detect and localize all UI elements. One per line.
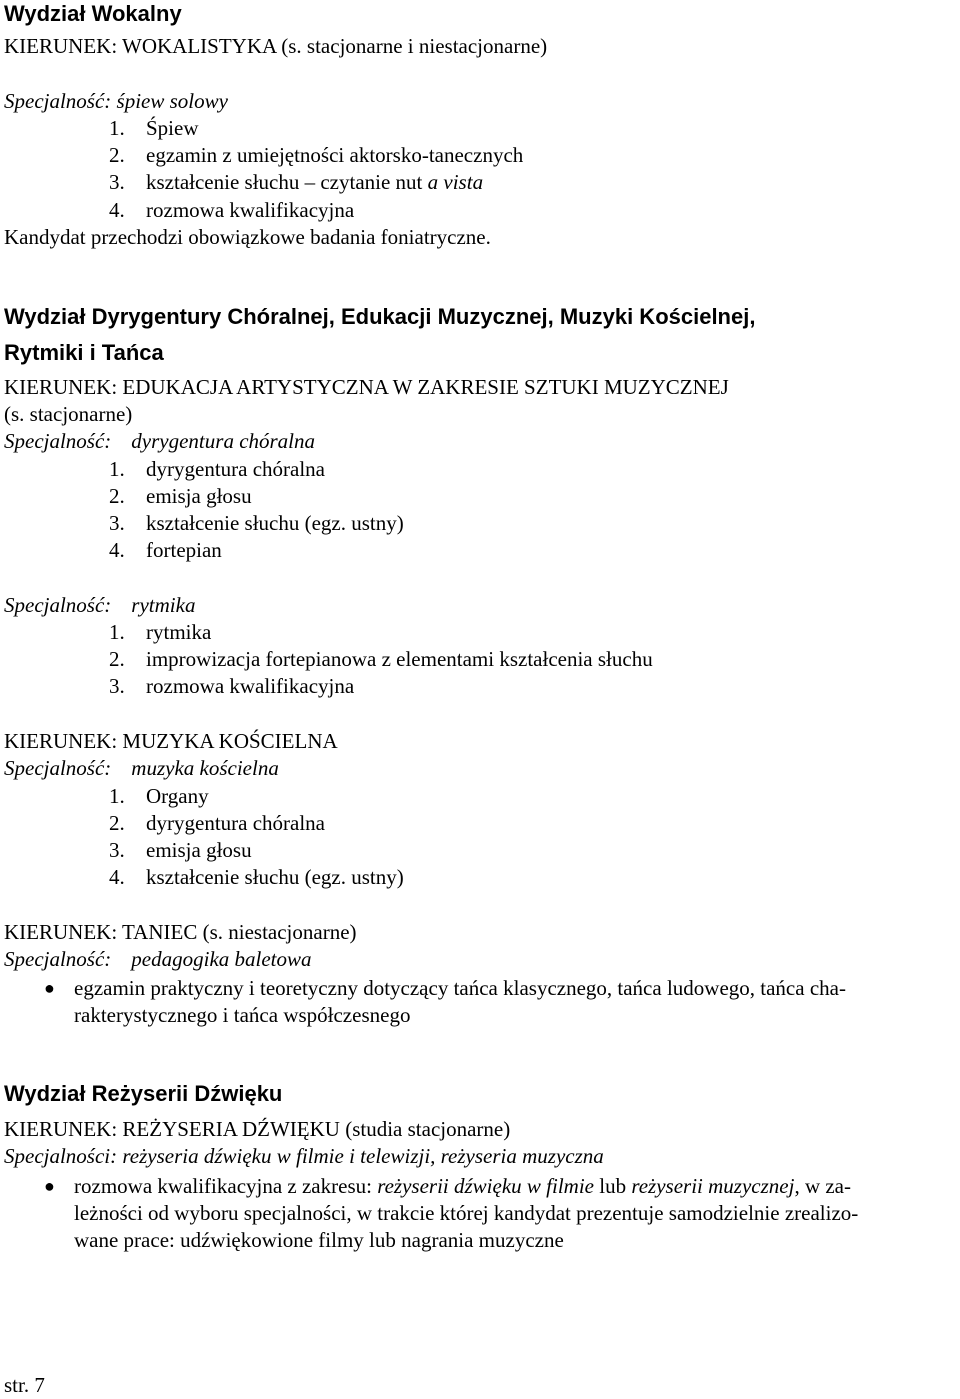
foniatric-note: Kandydat przechodzi obowiązkowe badania foniatryczne.	[4, 225, 491, 249]
spec-value: dyrygentura chóralna	[131, 429, 316, 453]
list-item: Śpiew	[146, 116, 199, 140]
list-item-number: 2.	[109, 811, 125, 835]
bullet-text-line: leżności od wyboru specjalności, w trakcie której kandydat prezentuje samodzielnie zrealizo-	[74, 1201, 859, 1225]
kierunek-edukacja-l2: (s. stacjonarne)	[4, 402, 133, 426]
list-item: emisja głosu	[146, 838, 252, 862]
list-item: rozmowa kwalifikacyjna	[146, 674, 355, 698]
list-item-text: kształcenie słuchu – czytanie nut	[146, 170, 428, 194]
kierunek-rezyseria: KIERUNEK: REŻYSERIA DŹWIĘKU (studia stacjonarne)	[4, 1117, 511, 1141]
section-heading-rezyserii: Wydział Reżyserii Dźwięku	[4, 1081, 283, 1106]
list-item: emisja głosu	[146, 484, 252, 508]
list-item: dyrygentura chóralna	[146, 457, 326, 481]
spec-value: reżyseria dźwięku w filmie i telewizji, reżyseria muzyczna	[122, 1144, 604, 1168]
list-item-number: 2.	[109, 647, 125, 671]
kierunek-taniec: KIERUNEK: TANIEC (s. niestacjonarne)	[4, 920, 357, 944]
list-item: rytmika	[146, 620, 212, 644]
spec-label: Specjalność:	[4, 429, 112, 453]
spec-label: Specjalność:	[4, 593, 112, 617]
list-item-number: 3.	[109, 511, 125, 535]
kierunek-wokalistyka: KIERUNEK: WOKALISTYKA (s. stacjonarne i niestacjonarne)	[4, 34, 548, 58]
list-item-number: 4.	[109, 198, 125, 222]
list-item-number: 3.	[109, 838, 125, 862]
bullet-text-line: egzamin praktyczny i teoretyczny dotyczący tańca klasycznego, tańca ludowego, tańca cha-	[74, 976, 846, 1000]
bullet-text-part: rozmowa kwalifikacyjna z zakresu:	[74, 1174, 378, 1198]
list-item: rozmowa kwalifikacyjna	[146, 198, 355, 222]
bullet-icon: ●	[44, 978, 55, 998]
list-item-number: 1.	[109, 116, 125, 140]
spec-label: Specjalność:	[4, 947, 112, 971]
bullet-text-line: rakterystycznego i tańca współczesnego	[74, 1003, 411, 1027]
page-number: str. 7	[4, 1373, 45, 1397]
specjalnosc-spiew-solowy: Specjalność: śpiew solowy	[4, 89, 228, 113]
list-item-number: 2.	[109, 484, 125, 508]
spec-value: rytmika	[131, 593, 196, 617]
section-heading-dyrygentury-l1: Wydział Dyrygentury Chóralnej, Edukacji Muzycznej, Muzyki Kościelnej,	[4, 304, 756, 329]
bullet-icon: ●	[44, 1176, 55, 1196]
specjalnosci-rezyseria	[4, 1143, 604, 1170]
list-item: improwizacja fortepianowa z elementami kształcenia słuchu	[146, 647, 653, 671]
bullet-text-line	[74, 1173, 851, 1200]
list-item-italic: a vista	[427, 170, 484, 194]
specjalnosc-rytmika	[4, 592, 195, 619]
bullet-text-part: lub	[593, 1174, 632, 1198]
list-item: Organy	[146, 784, 209, 808]
list-item-number: 1.	[109, 784, 125, 808]
list-item-number: 4.	[109, 865, 125, 889]
list-item: kształcenie słuchu (egz. ustny)	[146, 865, 404, 889]
list-item-number: 3.	[109, 170, 125, 194]
kierunek-muzyka-koscielna: KIERUNEK: MUZYKA KOŚCIELNA	[4, 729, 338, 753]
spec-label: Specjalność:	[4, 756, 112, 780]
specjalnosc-muzyka-koscielna	[4, 755, 279, 782]
section-heading-dyrygentury-l2: Rytmiki i Tańca	[4, 340, 164, 365]
list-item-number: 2.	[109, 143, 125, 167]
list-item: egzamin z umiejętności aktorsko-tanecznych	[146, 143, 524, 167]
list-item-number: 1.	[109, 457, 125, 481]
list-item-number: 4.	[109, 538, 125, 562]
spec-value: pedagogika baletowa	[131, 947, 312, 971]
bullet-text-italic: reżyserii muzycznej	[631, 1174, 795, 1198]
spec-label: Specjalności:	[4, 1144, 118, 1168]
list-item	[146, 169, 483, 196]
spec-value: muzyka kościelna	[131, 756, 279, 780]
bullet-text-line: wane prace: udźwiękowione filmy lub nagrania muzyczne	[74, 1228, 564, 1252]
list-item: fortepian	[146, 538, 222, 562]
list-item: dyrygentura chóralna	[146, 811, 326, 835]
specjalnosc-pedagogika-baletowa	[4, 946, 312, 973]
list-item-number: 1.	[109, 620, 125, 644]
section-heading-wokalny: Wydział Wokalny	[4, 1, 182, 26]
list-item: kształcenie słuchu (egz. ustny)	[146, 511, 404, 535]
bullet-text-italic: reżyserii dźwięku w filmie	[377, 1174, 594, 1198]
kierunek-edukacja-l1: KIERUNEK: EDUKACJA ARTYSTYCZNA W ZAKRESIE SZTUKI MUZYCZNEJ	[4, 375, 729, 399]
bullet-text-part: , w za-	[794, 1174, 851, 1198]
list-item-number: 3.	[109, 674, 125, 698]
specjalnosc-dyrygentura	[4, 428, 315, 455]
